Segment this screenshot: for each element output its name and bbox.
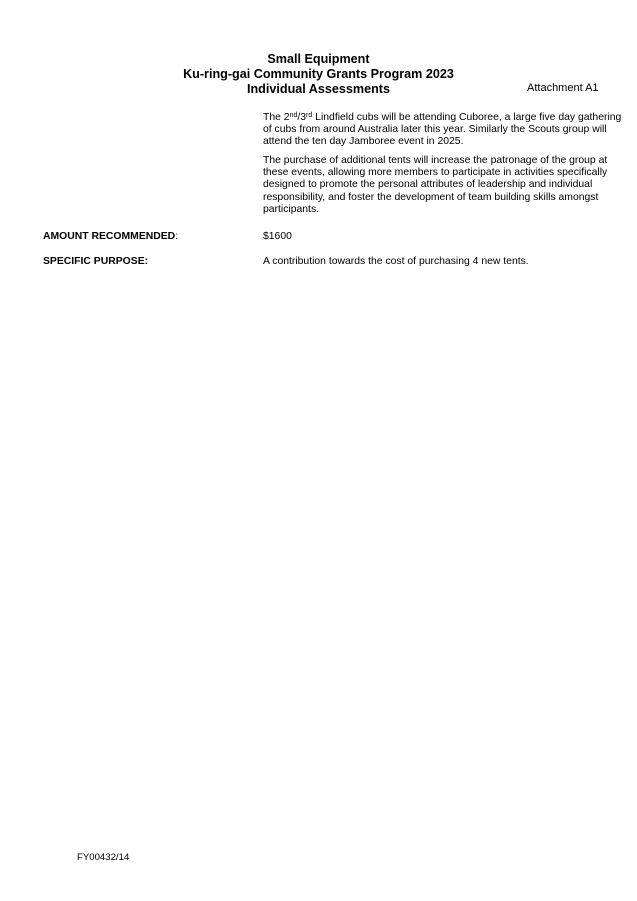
title-line-category: Small Equipment [267,52,370,66]
amount-label-colon: : [175,231,179,242]
para1-superscript-rd: rd [306,112,313,119]
document-title [120,52,517,97]
amount-recommended-value: $1600 [263,231,292,242]
amount-recommended-label [43,230,178,243]
attachment-label: Attachment A1 [527,82,599,94]
file-reference: FY00432/14 [77,852,130,863]
para2-text: The purchase of additional tents will increase the patronage of the group at these events, allowing more members to participate in activities specifically designed to promote the personal attributes of leadership and individual responsibility, and foster the development of team building skills amongst participants. [263,155,608,215]
specific-purpose-value: A contribution towards the cost of purchasing 4 new tents. [263,256,529,267]
title-line-program: Ku-ring-gai Community Grants Program 2023 [183,67,454,81]
para1-mid: /3 [297,112,307,123]
para1-rest: Lindfield cubs will be attending Cuboree, a large five day gathering of cubs from around Australia later this year. Similarly the Scouts group will attend the ten day Jamboree event in 2025. [263,112,622,148]
title-line-assessments: Individual Assessments [246,82,390,96]
description-paragraph-1 [263,112,625,149]
amount-label-text: AMOUNT RECOMMENDED [43,231,176,242]
description-paragraph-2 [263,155,625,216]
para1-lead: The 2 [263,112,290,123]
specific-purpose-label [43,255,148,268]
para1-superscript-nd: nd [289,112,298,119]
purpose-label-text: SPECIFIC PURPOSE: [43,256,149,267]
